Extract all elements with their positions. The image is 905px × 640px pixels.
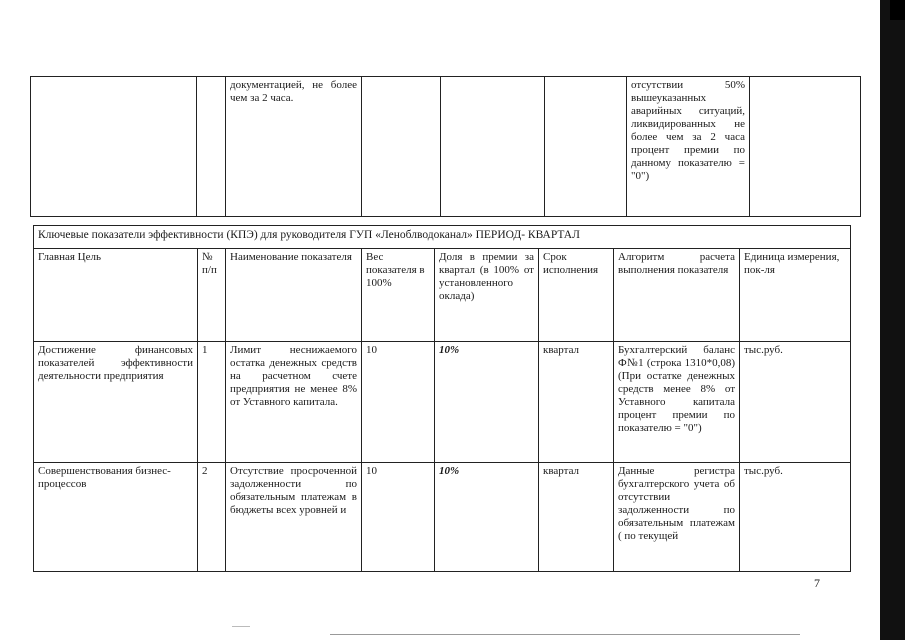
cell-unit: тыс.руб.: [740, 342, 851, 463]
cell-algorithm-text: отсутствии 50% вышеуказанных аварийных ситуаций, ликвидированных не более чем за 2 часа процент премии по данному показателю = "0"): [627, 77, 750, 217]
cell-empty: [31, 77, 197, 217]
header-share: Доля в премии за квартал (в 100% от установленного оклада): [435, 249, 539, 342]
scan-edge-corner: [890, 0, 905, 20]
cell-empty: [750, 77, 861, 217]
scan-mark: [232, 626, 250, 627]
cell-share: 10%: [435, 463, 539, 572]
cell-algo: Данные регистра бухгалтерского учета об отсутствии задолженности по обязательным платежам ( по текущей: [614, 463, 740, 572]
cell-unit: тыс.руб.: [740, 463, 851, 572]
cell-name: Лимит неснижаемого остатка денежных средств на расчетном счете предприятия не менее 8% от Уставного капитала.: [226, 342, 362, 463]
header-term: Срок исполнения: [539, 249, 614, 342]
header-weight: Вес показателя в 100%: [362, 249, 435, 342]
header-name: Наименование показателя: [226, 249, 362, 342]
scan-bottom-line: [330, 634, 800, 635]
table-title-row: [34, 226, 851, 249]
table-row: [34, 463, 851, 572]
table-row: [34, 342, 851, 463]
scan-edge: [880, 0, 905, 640]
cell-goal: Достижение финансовых показателей эффективности деятельности предприятия: [34, 342, 198, 463]
kpe-table: [33, 225, 851, 572]
header-num: № п/п: [198, 249, 226, 342]
cell-empty: [197, 77, 226, 217]
cell-name: Отсутствие просроченной задолженности по обязательным платежам в бюджеты всех уровней и: [226, 463, 362, 572]
header-goal: Главная Цель: [34, 249, 198, 342]
continued-table: [30, 76, 861, 217]
cell-term: квартал: [539, 342, 614, 463]
cell-empty: [441, 77, 545, 217]
header-algo: Алгоритм расчета выполнения показателя: [614, 249, 740, 342]
cell-weight: 10: [362, 342, 435, 463]
cell-empty: [545, 77, 627, 217]
cell-algo: Бухгалтерский баланс Ф№1 (строка 1310*0,08) (При остатке денежных средств менее 8% от Уставного капитала процент премии по показателю = "0"): [614, 342, 740, 463]
cell-weight: 10: [362, 463, 435, 572]
cell-num: 2: [198, 463, 226, 572]
cell-empty: [362, 77, 441, 217]
header-row: [34, 249, 851, 342]
page-number: 7: [814, 576, 820, 590]
cell-indicator-text: документацией, не более чем за 2 часа.: [226, 77, 362, 217]
cell-num: 1: [198, 342, 226, 463]
table-row: [31, 77, 861, 217]
table-title: Ключевые показатели эффективности (КПЭ) для руководителя ГУП «Леноблводоканал» ПЕРИОД- КВАРТАЛ: [34, 226, 851, 249]
cell-term: квартал: [539, 463, 614, 572]
header-unit: Единица измерения, пок-ля: [740, 249, 851, 342]
cell-share: 10%: [435, 342, 539, 463]
cell-goal: Совершенствования бизнес-процессов: [34, 463, 198, 572]
